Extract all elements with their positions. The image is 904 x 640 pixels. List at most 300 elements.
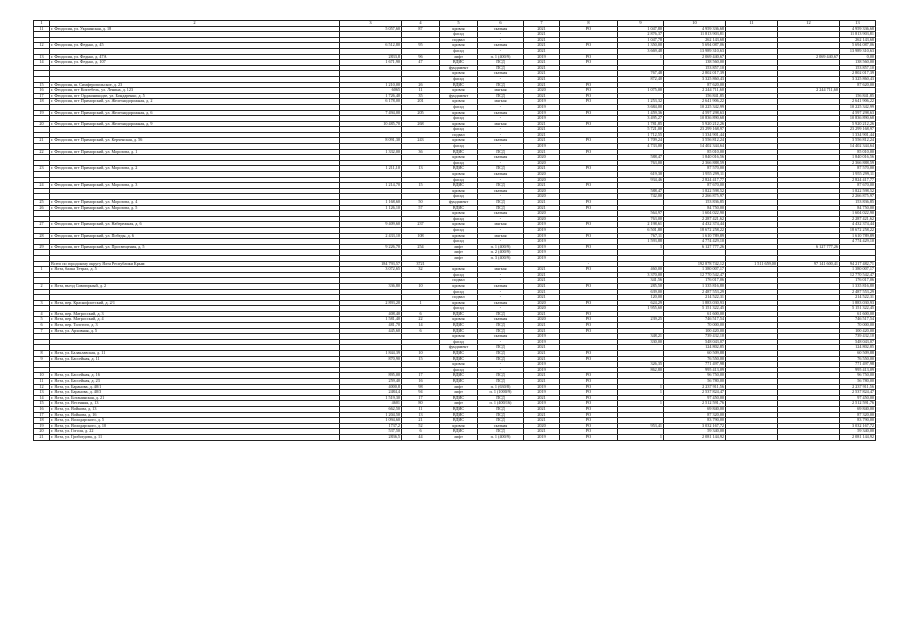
cost-cell: 4 432 374,44 — [664, 222, 726, 228]
work-type-cell: фасад — [440, 339, 478, 345]
year-cell: 2021 — [524, 272, 560, 278]
cost-cell: 14 402 344,64 — [664, 144, 726, 150]
work-kind-cell: скатная — [478, 71, 524, 77]
volume-cell: 460,00 — [618, 267, 664, 273]
area-cell: 6065 — [340, 88, 402, 94]
cost-cell: 262 143,68 — [664, 37, 726, 43]
cost-cell: 124 802,85 — [664, 345, 726, 351]
volume-cell: 862,80 — [618, 367, 664, 373]
work-type-cell: лифт — [440, 255, 478, 261]
volume-cell: 341,56 — [618, 278, 664, 284]
balance-cell: 2 641 906,22 — [840, 99, 876, 105]
residents-cell: 44 — [402, 434, 440, 440]
work-kind-cell: - — [478, 48, 524, 54]
balance-cell: 10 225 342,99 — [840, 104, 876, 110]
work-kind-cell: п. 1 (400/16) — [478, 401, 524, 407]
work-type-cell: фасад — [440, 272, 478, 278]
cost-cell: 10 225 342,99 — [664, 104, 726, 110]
year-cell: 2021 — [524, 82, 560, 88]
residents-cell: 35 — [402, 93, 440, 99]
work-type-cell: кровля — [440, 138, 478, 144]
area-cell: 1 211,10 — [340, 166, 402, 172]
method-cell: РО — [560, 26, 618, 32]
work-kind-cell: мягкая — [478, 233, 524, 239]
volume-cell: 348,21 — [618, 334, 664, 340]
cost-cell: 2 287 421,62 — [664, 216, 726, 222]
balance-cell: 23 299 168,97 — [840, 127, 876, 133]
volume-cell: 1 047,80 — [618, 26, 664, 32]
work-type-cell: кровля — [440, 43, 478, 49]
address-cell: г. Феодосия, ул. Украинская, д. 18 — [50, 26, 340, 32]
work-type-cell: ВДИС — [440, 379, 478, 385]
work-type-cell: ВДИС — [440, 166, 478, 172]
work-type-cell: кровля — [440, 99, 478, 105]
balance-cell: 995 413,09 — [840, 367, 876, 373]
area-cell: 4601 — [340, 401, 402, 407]
volume-cell: 639,00 — [618, 289, 664, 295]
balance-cell: 2 237 911,56 — [840, 384, 876, 390]
address-cell: г. Феодосия, ш. Симферопольское, д. 23 — [50, 82, 340, 88]
residents-cell: 254 — [402, 244, 440, 250]
volume-cell: 3 669,48 — [618, 48, 664, 54]
work-type-cell: ВДИС — [440, 406, 478, 412]
work-kind-cell: скатная — [478, 300, 524, 306]
method-cell: РО — [560, 200, 618, 206]
residents-cell: 52 — [402, 423, 440, 429]
year-cell: 2019 — [524, 244, 560, 250]
year-cell: 2019 — [524, 227, 560, 233]
paid-cell: 2 244 711,60 — [778, 88, 840, 94]
year-cell: 2021 — [524, 37, 560, 43]
year-cell: 2021 — [524, 356, 560, 362]
year-cell: 2020 — [524, 194, 560, 200]
work-type-cell: ВДИС — [440, 205, 478, 211]
work-type-cell: лифт — [440, 54, 478, 60]
year-cell: 2019 — [524, 367, 560, 373]
cost-cell: 69 840,00 — [664, 406, 726, 412]
balance-cell: 13 989 310,63 — [840, 48, 876, 54]
balance-cell: 739 432,10 — [840, 334, 876, 340]
area-cell: 9 226,70 — [340, 244, 402, 250]
table-row — [34, 434, 876, 440]
address-cell: г. Феодосия, пгт Приморский, ул. Железнодорожная, д. 9 — [50, 121, 340, 127]
residents-cell: 13 — [402, 166, 440, 172]
balance-cell: 156 841,85 — [840, 93, 876, 99]
balance-cell: 4 432 374,44 — [840, 222, 876, 228]
address-cell: г. Ялта, ул. Бассейная, д. 16 — [50, 373, 340, 379]
balance-cell: 76 550,00 — [840, 356, 876, 362]
address-cell: г. Ялта, ул. Баранова, д. 40/1 — [50, 384, 340, 390]
work-kind-cell: ПСД — [478, 373, 524, 379]
work-kind-cell: ПСД — [478, 149, 524, 155]
residents-cell: 50 — [402, 200, 440, 206]
balance-cell: 2 287 421,62 — [840, 216, 876, 222]
work-type-cell: ВДИС — [440, 412, 478, 418]
balance-cell: 70 000,00 — [840, 323, 876, 329]
row-number-cell: 15 — [34, 401, 50, 407]
year-cell: 2019 — [524, 401, 560, 407]
balance-cell: 0,00 — [840, 54, 876, 60]
work-kind-cell: - — [478, 76, 524, 82]
work-kind-cell: - — [478, 160, 524, 166]
work-type-cell: кровля — [440, 88, 478, 94]
row-number-cell: 3 — [34, 300, 50, 306]
year-cell: 2019 — [524, 110, 560, 116]
cost-cell: 2 802 017,39 — [664, 71, 726, 77]
work-kind-cell: - — [478, 239, 524, 245]
cost-cell: 1 955 299,11 — [664, 172, 726, 178]
work-kind-cell: ПСД — [478, 93, 524, 99]
work-kind-cell: п. 1 (400/9) — [478, 244, 524, 250]
row-number-cell: 1 — [34, 267, 50, 273]
cost-cell: 61 600,00 — [664, 311, 726, 317]
method-cell: РО — [560, 110, 618, 116]
year-cell: 2021 — [524, 345, 560, 351]
balance-cell: 87 670,00 — [840, 183, 876, 189]
work-type-cell: кровля — [440, 222, 478, 228]
method-cell: РО — [560, 283, 618, 289]
residents-cell: 17 — [402, 373, 440, 379]
volume-cell: 3 370,00 — [618, 272, 664, 278]
work-kind-cell: ПСД — [478, 60, 524, 66]
work-kind-cell: ПСД — [478, 351, 524, 357]
area-cell: 1 519,30 — [340, 395, 402, 401]
area-cell: 2 433,10 — [340, 233, 402, 239]
year-cell: 2021 — [524, 323, 560, 329]
row-number-cell: 25 — [34, 200, 50, 206]
balance-cell: 4 597 298,63 — [840, 110, 876, 116]
residents-cell: 237 — [402, 222, 440, 228]
residents-cell: 22 — [402, 317, 440, 323]
balance-cell: 1 883 030,93 — [840, 300, 876, 306]
method-cell: РО — [560, 311, 618, 317]
balance-cell: 1 604 022,90 — [840, 211, 876, 217]
address-cell: г. Феодосия, пгт Коктебель, ул. Ленина, д. 123 — [50, 88, 340, 94]
balance-cell: 59 340,00 — [840, 429, 876, 435]
balance-cell: 5 920 212,26 — [840, 121, 876, 127]
balance-cell: 100 420,00 — [840, 328, 876, 334]
year-cell: 2020 — [524, 177, 560, 183]
row-number-cell: 16 — [34, 88, 50, 94]
balance-cell: 2 366 888,59 — [840, 160, 876, 166]
year-cell: 2020 — [524, 306, 560, 312]
work-type-cell: кровля — [440, 283, 478, 289]
residents-cell: 243 — [402, 138, 440, 144]
row-number-cell: 29 — [34, 244, 50, 250]
cost-cell: 87 620,00 — [664, 82, 726, 88]
work-type-cell: кровля — [440, 300, 478, 306]
work-kind-cell: скатная — [478, 283, 524, 289]
residents-cell: 98 — [402, 384, 440, 390]
row-number-cell: 4 — [34, 311, 50, 317]
method-cell: РО — [560, 244, 618, 250]
work-type-cell: ВДИС — [440, 351, 478, 357]
year-cell: 2021 — [524, 121, 560, 127]
work-type-cell: кровля — [440, 71, 478, 77]
cost-cell: 548 043,07 — [664, 339, 726, 345]
address-cell: г. Феодосия, пгт Приморский, ул. Морозова, д. 1 — [50, 149, 340, 155]
cost-cell: 2 244 711,60 — [664, 88, 726, 94]
work-kind-cell: скатная — [478, 43, 524, 49]
area-cell: 895,00 — [340, 373, 402, 379]
work-kind-cell: скатная — [478, 423, 524, 429]
work-kind-cell: ПСД — [478, 328, 524, 334]
area-cell: 10 485,70 — [340, 121, 402, 127]
cost-cell: 2 512 591,76 — [664, 401, 726, 407]
residents-cell: 201 — [402, 99, 440, 105]
method-cell: РО — [560, 82, 618, 88]
residents-cell: 11 — [402, 406, 440, 412]
work-kind-cell: - — [478, 295, 524, 301]
work-type-cell: ВДИС — [440, 395, 478, 401]
row-number-cell: 14 — [34, 395, 50, 401]
area-cell: 4000,8 — [340, 384, 402, 390]
work-type-cell: фасад — [440, 160, 478, 166]
address-cell: г. Ялта, ул. Войкова, д. 13 — [50, 406, 340, 412]
work-type-cell: лифт — [440, 250, 478, 256]
work-type-cell: фасад — [440, 227, 478, 233]
balance-cell: 214 522,31 — [840, 295, 876, 301]
year-cell: 2021 — [524, 373, 560, 379]
work-type-cell: лифт — [440, 401, 478, 407]
cost-cell: 153 836,85 — [664, 200, 726, 206]
balance-cell: 3 556 812,24 — [840, 138, 876, 144]
balance-cell: 4 959 336,68 — [840, 26, 876, 32]
year-cell: 2020 — [524, 155, 560, 161]
area-cell: 1 204,50 — [340, 412, 402, 418]
cost-cell: 4 774 429,10 — [664, 239, 726, 245]
address-cell: г. Ялта, пер. Матросский, д. 4 — [50, 317, 340, 323]
volume-cell: 872,40 — [618, 76, 664, 82]
work-kind-cell: - — [478, 144, 524, 150]
balance-cell: 61 600,00 — [840, 311, 876, 317]
cost-cell: 3 325 860,43 — [664, 76, 726, 82]
method-cell: РО — [560, 205, 618, 211]
work-type-cell: фасад — [440, 367, 478, 373]
area-cell: 336,80 — [340, 283, 402, 289]
residents-cell: 6 — [402, 429, 440, 435]
work-type-cell: фундамент — [440, 93, 478, 99]
year-cell: 2021 — [524, 65, 560, 71]
year-cell: 2021 — [524, 43, 560, 49]
row-number-cell: 7 — [34, 328, 50, 334]
work-type-cell: кровля — [440, 155, 478, 161]
area-cell: 7 494,00 — [340, 110, 402, 116]
residents-cell: 87 — [402, 26, 440, 32]
work-kind-cell: - — [478, 177, 524, 183]
year-cell: 2019 — [524, 334, 560, 340]
volume-cell: 1 — [618, 434, 664, 440]
balance-cell: 2 081 144,92 — [840, 434, 876, 440]
area-cell: 1 726,40 — [340, 93, 402, 99]
method-cell: РО — [560, 88, 618, 94]
volume-cell: 1 — [618, 384, 664, 390]
address-cell: г. Ялта, въезд Сиваторный, д. 2 — [50, 283, 340, 289]
address-cell: г. Ялта, ул. Войкова, д. 16 — [50, 412, 340, 418]
address-cell: г. Ялта, ул. Весенняя, д. 13 — [50, 401, 340, 407]
work-type-cell: кровля — [440, 26, 478, 32]
cost-cell: 156 841,85 — [664, 93, 726, 99]
row-number-cell: 17 — [34, 412, 50, 418]
balance-cell: 1 380 007,17 — [840, 267, 876, 273]
address-cell: г. Феодосия, ул. Федько, д. 45 — [50, 43, 340, 49]
balance-cell: 60 509,88 — [840, 351, 876, 357]
address-cell: 2 — [50, 21, 340, 27]
work-kind-cell: - — [478, 37, 524, 43]
area-cell: 1 210,00 — [340, 82, 402, 88]
work-kind-cell: скатная — [478, 138, 524, 144]
work-kind-cell: ПСД — [478, 82, 524, 88]
work-type-cell: кровля — [440, 317, 478, 323]
method-cell: РО — [560, 328, 618, 334]
row-number-cell: 13 — [34, 390, 50, 396]
volume-cell: 1 781,85 — [618, 121, 664, 127]
method-cell: РО — [560, 356, 618, 362]
work-kind-cell: скатная — [478, 110, 524, 116]
method-cell: РО — [560, 401, 618, 407]
cost-cell: 214 522,31 — [664, 295, 726, 301]
method-cell: РО — [560, 149, 618, 155]
work-kind-cell: мягкая — [478, 88, 524, 94]
work-kind-cell: ПСД — [478, 205, 524, 211]
year-cell: 2021 — [524, 267, 560, 273]
row-number-cell: 17 — [34, 93, 50, 99]
cost-cell: 3 032 167,72 — [664, 423, 726, 429]
balance-cell: 262 143,68 — [840, 37, 876, 43]
year-cell: 2021 — [524, 278, 560, 284]
work-type-cell: кровля — [440, 267, 478, 273]
row-number-cell: 21 — [34, 434, 50, 440]
row-number-cell: 8 — [34, 351, 50, 357]
work-kind-cell: п. 1 (400/9) — [478, 54, 524, 60]
work-type-cell: фундамент — [440, 65, 478, 71]
method-cell: РО — [560, 379, 618, 385]
residents-cell: 96 — [402, 54, 440, 60]
method-cell: РО — [560, 412, 618, 418]
method-cell: РО — [560, 323, 618, 329]
row-number-cell: 13 — [34, 54, 50, 60]
volume-cell: 239,25 — [618, 317, 664, 323]
row-number-cell: 21 — [34, 138, 50, 144]
residents-cell: 26 — [402, 82, 440, 88]
paid-cell: 12 — [778, 21, 840, 27]
residents-cell: 11 — [402, 88, 440, 94]
area-cell: 2833,8 — [340, 54, 402, 60]
residents-cell: 15 — [402, 183, 440, 189]
cost-cell: 4 959 336,68 — [664, 26, 726, 32]
row-number-cell: 9 — [34, 356, 50, 362]
residents-cell: 94 — [402, 390, 440, 396]
volume-cell: 2 876,37 — [618, 32, 664, 38]
residents-cell: 6 — [402, 311, 440, 317]
area-cell: 662,50 — [340, 406, 402, 412]
balance-cell: 2 537 824,47 — [840, 390, 876, 396]
address-cell: г. Феодосия, пгт Приморский, ул. Морозова, д. 5 — [50, 205, 340, 211]
year-cell: 2020 — [524, 88, 560, 94]
volume-cell: 1 — [618, 401, 664, 407]
volume-cell: 953,41 — [618, 423, 664, 429]
method-cell: РО — [560, 60, 618, 66]
work-kind-cell: п. 1 (1000/9) — [478, 390, 524, 396]
year-cell: 2021 — [524, 283, 560, 289]
work-kind-cell: - — [478, 216, 524, 222]
cost-cell: 5 694 087,06 — [664, 43, 726, 49]
work-type-cell: кровля — [440, 423, 478, 429]
cost-cell: 1 883 030,93 — [664, 300, 726, 306]
year-cell: 2021 — [524, 351, 560, 357]
volume-cell: 2 198,61 — [618, 222, 664, 228]
balance-cell: 1 334 901,44 — [840, 132, 876, 138]
residents-cell: 205 — [402, 110, 440, 116]
cost-cell: 1 840 016,56 — [664, 155, 726, 161]
work-kind-cell: мягкая — [478, 222, 524, 228]
work-kind-cell: - — [478, 278, 524, 284]
volume-cell: 1 350,00 — [618, 43, 664, 49]
fund-cell: 1 511 659,00 — [726, 261, 778, 267]
area-cell: 1 126,10 — [340, 205, 402, 211]
volume-cell: 742,00 — [618, 194, 664, 200]
year-cell: 2020 — [524, 188, 560, 194]
balance-cell: 5 151 322,45 — [840, 306, 876, 312]
balance-cell: 1 610 789,89 — [840, 233, 876, 239]
volume-cell: 763,00 — [618, 160, 664, 166]
method-cell: РО — [560, 138, 618, 144]
row-number-cell: 22 — [34, 149, 50, 155]
year-cell: 2019 — [524, 116, 560, 122]
area-cell: 445,60 — [340, 328, 402, 334]
residents-cell: 32 — [402, 267, 440, 273]
year-cell: 2019 — [524, 362, 560, 368]
method-cell: РО — [560, 418, 618, 424]
row-number-cell: 23 — [34, 166, 50, 172]
balance-cell: 2 266 875,97 — [840, 194, 876, 200]
residents-cell: 36 — [402, 149, 440, 155]
method-cell: РО — [560, 395, 618, 401]
cost-cell: 2 487 553,29 — [664, 289, 726, 295]
year-cell: 2019 — [524, 104, 560, 110]
year-cell: 2020 — [524, 423, 560, 429]
address-cell: г. Ялта, ул. Балаклавская, д. 11 — [50, 351, 340, 357]
cost-cell: 85 010,00 — [664, 149, 726, 155]
volume-cell: 326,35 — [618, 362, 664, 368]
work-type-cell: ВДИС — [440, 328, 478, 334]
cost-cell: 59 340,00 — [664, 429, 726, 435]
work-type-cell: фасад — [440, 116, 478, 122]
work-kind-cell: ПСД — [478, 323, 524, 329]
area-cell: 6 512,80 — [340, 43, 402, 49]
year-cell: 2019 — [524, 384, 560, 390]
row-number-cell: 18 — [34, 418, 50, 424]
year-cell: 2021 — [524, 418, 560, 424]
work-type-cell: кровля — [440, 211, 478, 217]
work-type-cell: фасад — [440, 104, 478, 110]
row-number-cell: 27 — [34, 222, 50, 228]
residents-cell: 80 — [402, 401, 440, 407]
cost-cell: 2 237 911,56 — [664, 384, 726, 390]
year-cell: 2021 — [524, 328, 560, 334]
method-cell: РО — [560, 93, 618, 99]
residents-cell: 6 — [402, 328, 440, 334]
year-cell: 2019 — [524, 339, 560, 345]
balance-cell: 2 824 417,77 — [840, 177, 876, 183]
method-cell: РО — [560, 166, 618, 172]
balance-cell: 11 813 903,81 — [840, 32, 876, 38]
work-kind-cell: - — [478, 306, 524, 312]
work-type-cell: лифт — [440, 390, 478, 396]
work-kind-cell: - — [478, 104, 524, 110]
year-cell: 2020 — [524, 300, 560, 306]
address-cell: г. Феодосия, ул. Федько, д. 107 — [50, 60, 340, 66]
